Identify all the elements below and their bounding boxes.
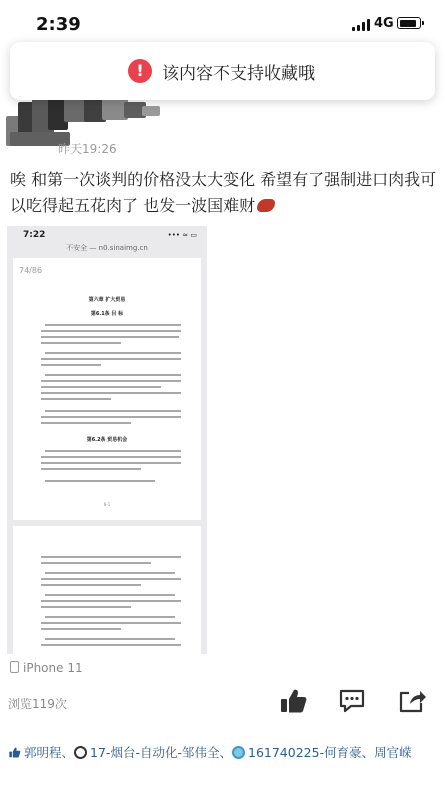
- text-line: [41, 398, 111, 400]
- view-count: 浏览119次: [8, 697, 67, 711]
- post-text-content: 唉 和第一次谈判的价格没太大变化 希望有了强制进口肉我可以吃得起五花肉了 也发一波国难财: [10, 170, 437, 215]
- thumb-up-icon: [8, 746, 21, 759]
- liker-name[interactable]: 161740225-何育豪: [248, 745, 362, 760]
- liker-name[interactable]: 17-烟台-自动化-邹伟全: [90, 745, 220, 760]
- text-line: [41, 644, 181, 646]
- text-line: [41, 342, 121, 344]
- snowflake-badge-icon: [232, 746, 245, 759]
- text-line: [41, 628, 121, 630]
- text-line: [45, 572, 175, 574]
- text-line: [45, 638, 175, 640]
- share-icon: [397, 687, 427, 715]
- text-line: [41, 336, 179, 338]
- text-line: [45, 352, 181, 354]
- text-line: [45, 480, 155, 482]
- text-line: [41, 462, 181, 464]
- text-line: [41, 584, 141, 586]
- likes-list: 郭明程、 17-烟台-自动化-邹伟全、 161740225-何育豪、周官嵘: [8, 741, 440, 765]
- toast-notification: [10, 42, 435, 100]
- doc-subtitle: 第6.1条 目 标: [90, 311, 124, 317]
- text-line: [41, 600, 181, 602]
- text-line: [45, 324, 181, 326]
- post-timestamp: 昨天19:26: [58, 142, 117, 156]
- text-line: [41, 556, 181, 558]
- text-line: [45, 450, 181, 452]
- share-button[interactable]: [397, 687, 427, 715]
- phone-icon: [10, 661, 19, 673]
- like-button[interactable]: [278, 687, 308, 715]
- text-line: [41, 622, 181, 624]
- text-line: [41, 330, 181, 332]
- text-line: [41, 364, 101, 366]
- text-line: [45, 410, 181, 412]
- comment-icon: [337, 687, 367, 715]
- device-name: iPhone 11: [23, 661, 83, 675]
- text-line: [41, 562, 151, 564]
- text-line: [41, 578, 181, 580]
- thumb-up-icon: [278, 687, 308, 715]
- text-line: [41, 386, 161, 388]
- doc-title: 第六章 扩大贸易: [88, 297, 126, 303]
- battery-icon: [397, 17, 421, 29]
- text-line: [41, 468, 141, 470]
- doc-footer: 6-1: [103, 502, 111, 507]
- error-icon: !: [128, 59, 152, 83]
- text-line: [45, 374, 181, 376]
- document-page: [13, 258, 201, 520]
- network-label: 4G: [374, 16, 394, 31]
- signal-icon: [352, 19, 370, 31]
- status-time: 2:39: [36, 14, 81, 35]
- text-line: [41, 456, 181, 458]
- doc-section-title: 第6.2条 贸易机会: [86, 437, 128, 443]
- post-text: [10, 167, 438, 219]
- page-number: 74/86: [19, 266, 43, 275]
- embed-url: 不安全 — n0.sinaimg.cn: [66, 244, 148, 252]
- heart-badge-icon: [74, 746, 87, 759]
- comment-button[interactable]: [337, 687, 367, 715]
- embed-url-bar: [7, 240, 207, 258]
- meat-icon: [257, 199, 275, 212]
- embed-time: 7:22: [23, 230, 46, 240]
- document-page: [13, 526, 201, 654]
- text-line: [41, 416, 181, 418]
- embed-status-icons: ••• ≈ ▭: [167, 231, 197, 239]
- text-line: [41, 358, 181, 360]
- device-label: [10, 661, 83, 675]
- text-line: [45, 616, 175, 618]
- liker-name[interactable]: 郭明程: [24, 745, 62, 760]
- liker-name[interactable]: 周官嵘: [374, 745, 412, 760]
- toast-message: 该内容不支持收藏哦: [162, 64, 315, 84]
- text-line: [41, 392, 181, 394]
- text-line: [41, 380, 181, 382]
- text-line: [45, 594, 175, 596]
- text-line: [41, 606, 131, 608]
- text-line: [41, 422, 131, 424]
- post-image[interactable]: [7, 226, 207, 654]
